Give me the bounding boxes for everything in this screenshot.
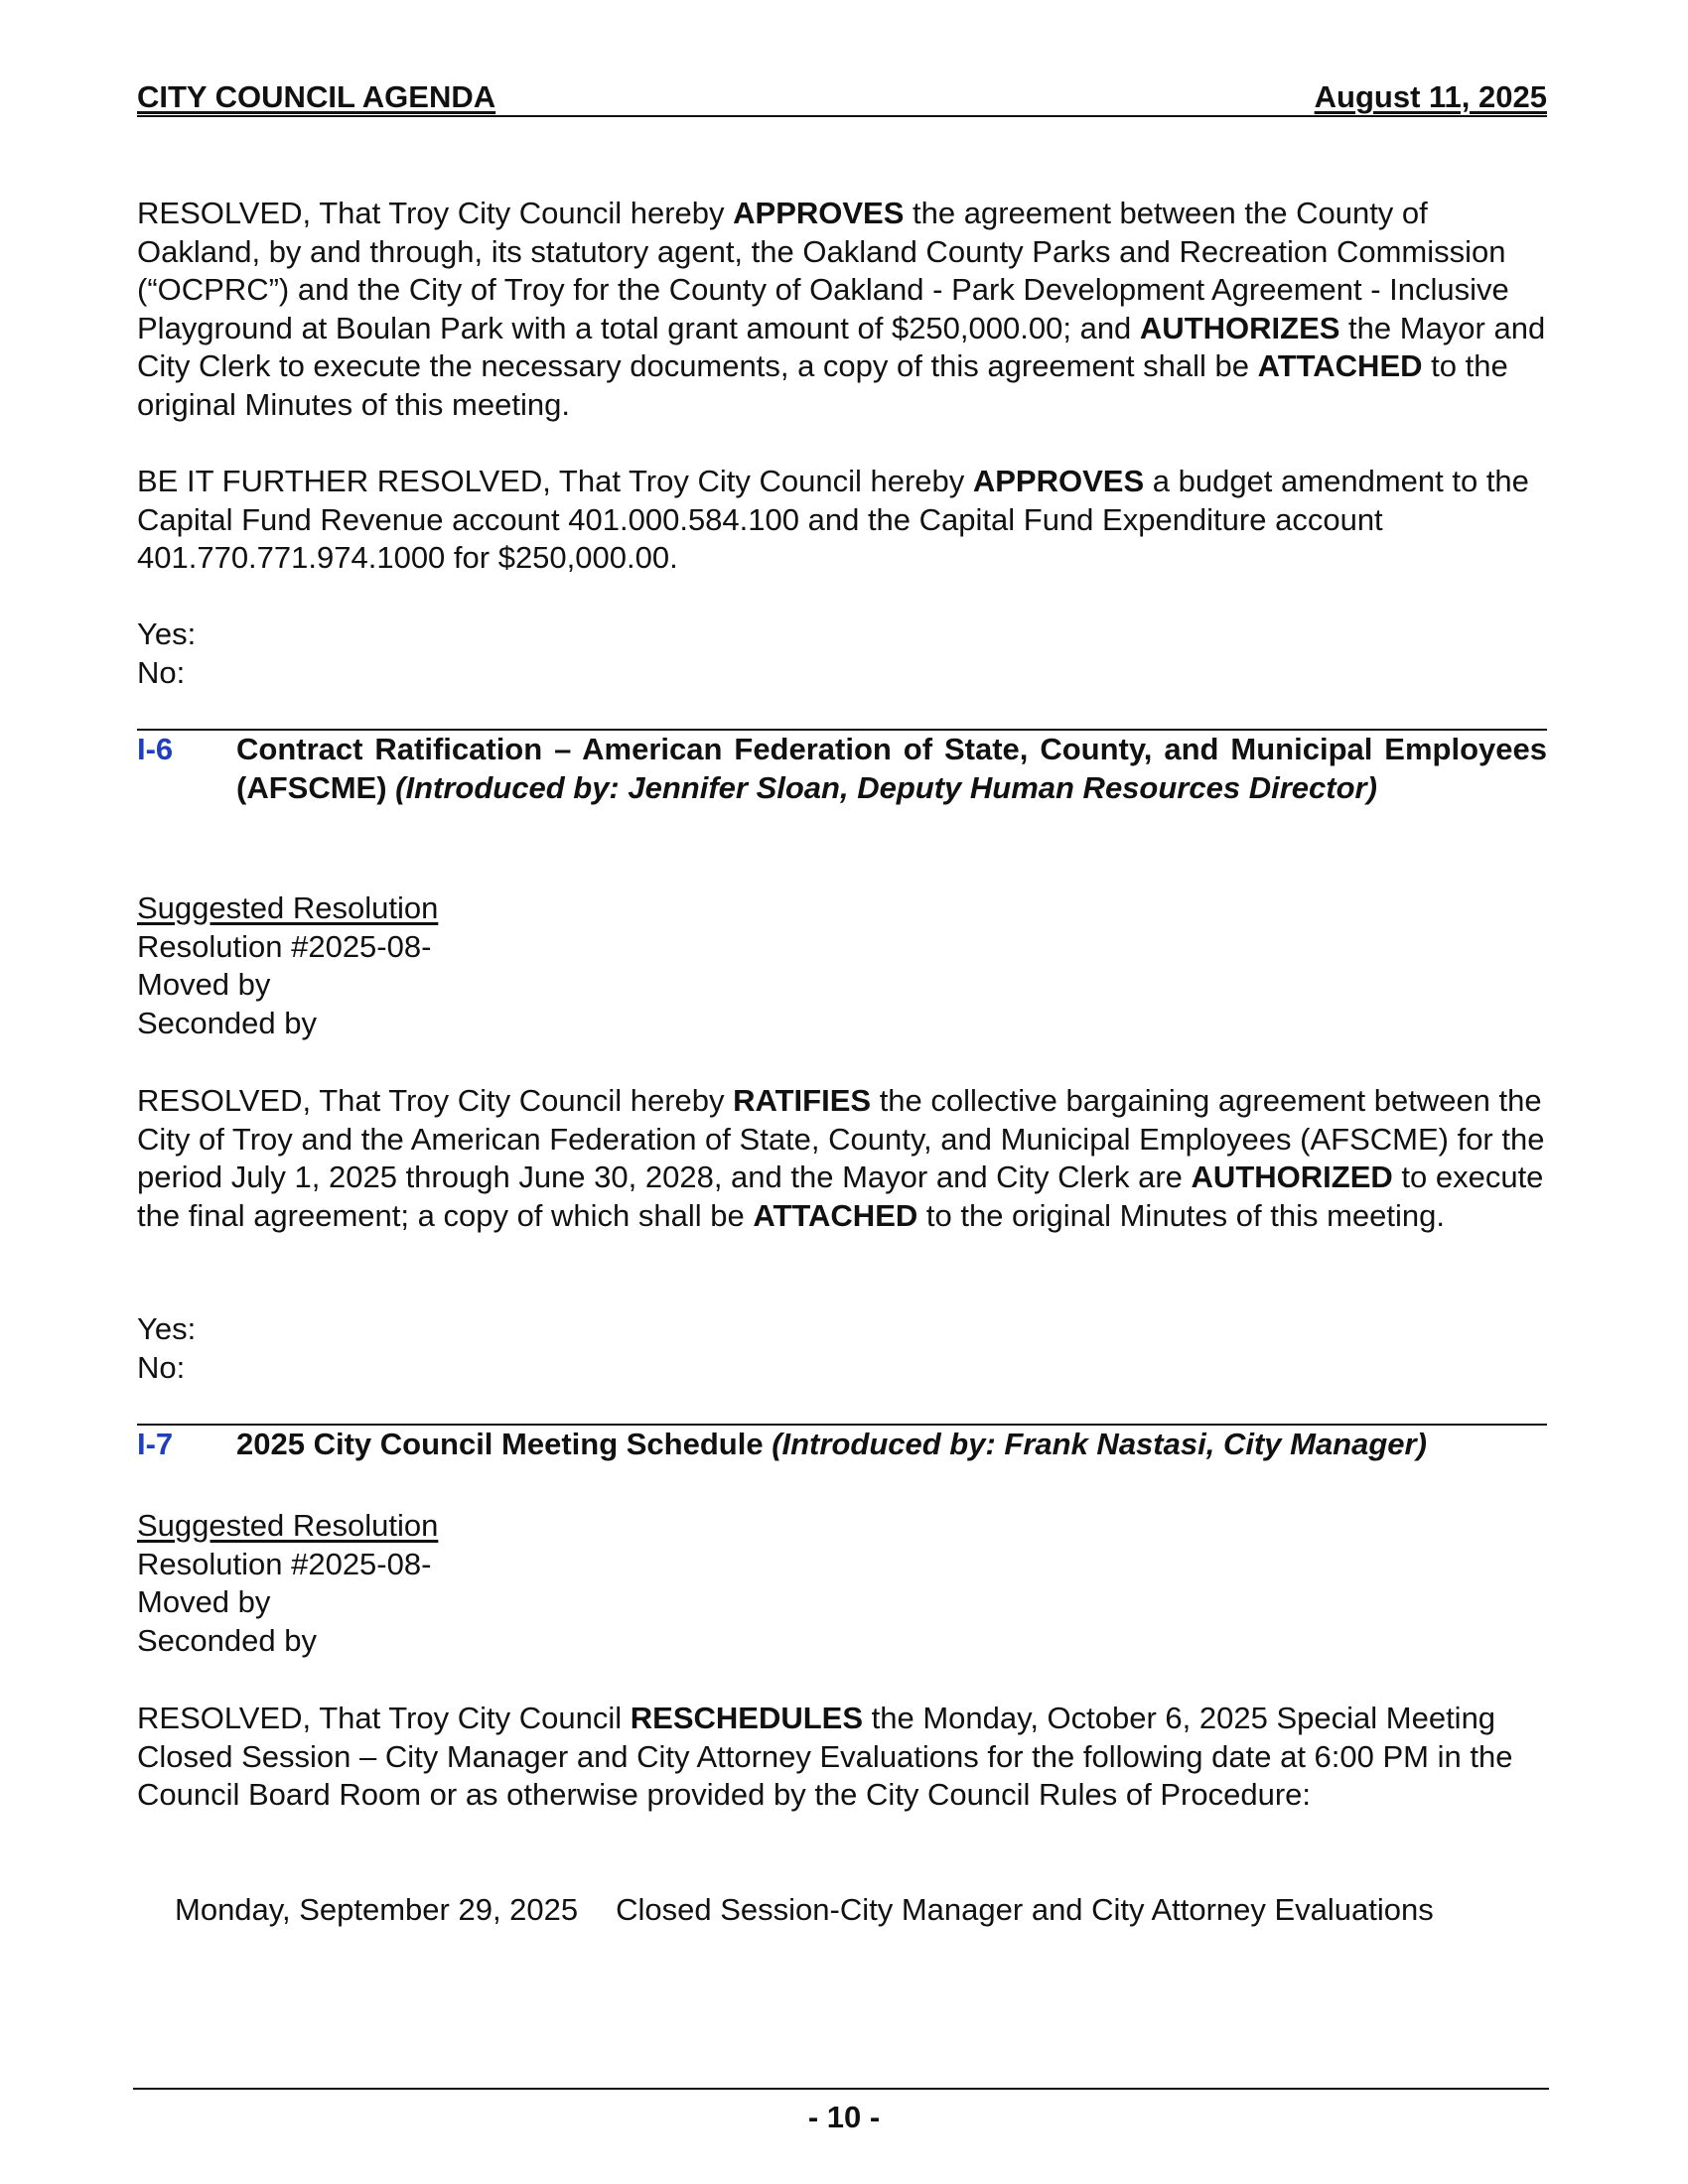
agenda-item-i6 bbox=[137, 731, 1547, 807]
suggested-resolution-i7 bbox=[137, 1507, 1547, 1660]
suggested-resolution-heading: Suggested Resolution bbox=[137, 890, 439, 925]
footer-divider bbox=[133, 2088, 1549, 2090]
resolution-paragraph-reschedule: RESOLVED, That Troy City Council RESCHEDULES the Monday, October 6, 2025 Special Meeting Closed Session – City Manager and City Attorney Evaluations for the following date at 6:00 PM in the Council Board Room or as otherwise provided by the City Council Rules of Procedure: bbox=[137, 1701, 1513, 1812]
resolution-paragraph-budget-amendment: BE IT FURTHER RESOLVED, That Troy City Council hereby APPROVES a budget amendment to the Capital Fund Revenue account 401.000.584.100 and the Capital Fund Expenditure account 401.770.771.974.1000 for $250,000.00. bbox=[137, 464, 1529, 575]
resolution-number: Resolution #2025-08- bbox=[137, 928, 432, 964]
vote-yes: Yes: bbox=[137, 1311, 197, 1346]
schedule-date: Monday, September 29, 2025 bbox=[175, 1892, 579, 1927]
resolution-paragraph-ratify: RESOLVED, That Troy City Council hereby RATIFIES the collective bargaining agreement between the City of Troy and the American Federation of State, County, and Municipal Employees (AFSCME) for the period July 1, 2025 through June 30, 2028, and the Mayor and City Clerk are AUTHORIZED to execute the final agreement; a copy of which shall be ATTACHED to the original Minutes of this meeting. bbox=[137, 1083, 1545, 1233]
agenda-title: CITY COUNCIL AGENDA bbox=[137, 79, 496, 114]
agenda-date: August 11, 2025 bbox=[1314, 79, 1547, 114]
vote-yes: Yes: bbox=[137, 616, 197, 651]
vote-no: No: bbox=[137, 654, 186, 690]
agenda-item-i7 bbox=[137, 1426, 1547, 1464]
seconded-by: Seconded by bbox=[137, 1005, 317, 1040]
item-number: I-7 bbox=[137, 1427, 174, 1461]
vote-no: No: bbox=[137, 1349, 186, 1385]
schedule-entry bbox=[175, 1892, 1434, 1928]
item-title: Contract Ratification – American Federation of State, County, and Municipal Employees (AFSCME) (Introduced by: Jennifer Sloan, Deputy Human Resources Director) bbox=[236, 732, 1547, 805]
vote-block-1 bbox=[137, 615, 1547, 692]
item-number: I-6 bbox=[137, 732, 174, 766]
seconded-by: Seconded by bbox=[137, 1622, 317, 1658]
page-number: - 10 - bbox=[807, 2100, 881, 2134]
resolution-number: Resolution #2025-08- bbox=[137, 1546, 432, 1581]
moved-by: Moved by bbox=[137, 1584, 271, 1619]
suggested-resolution-heading: Suggested Resolution bbox=[137, 1508, 439, 1543]
resolution-paragraph-approve-agreement: RESOLVED, That Troy City Council hereby APPROVES the agreement between the County of Oakland, by and through, its statutory agent, the Oakland County Parks and Recreation Commission (“OCPRC”) and the City of Troy for the County of Oakland - Park Development Agreement - Inclusive Playground at Boulan Park with a total grant amount of $250,000.00; and AUTHORIZES the Mayor and City Clerk to execute the necessary documents, a copy of this agreement shall be ATTACHED to the original Minutes of this meeting. bbox=[137, 196, 1546, 422]
item-title: 2025 City Council Meeting Schedule (Introduced by: Frank Nastasi, City Manager) bbox=[236, 1427, 1427, 1461]
page-header bbox=[137, 79, 1547, 117]
schedule-description: Closed Session-City Manager and City Attorney Evaluations bbox=[616, 1892, 1434, 1927]
vote-block-2 bbox=[137, 1310, 1547, 1387]
moved-by: Moved by bbox=[137, 967, 271, 1002]
suggested-resolution-i6 bbox=[137, 889, 1547, 1042]
